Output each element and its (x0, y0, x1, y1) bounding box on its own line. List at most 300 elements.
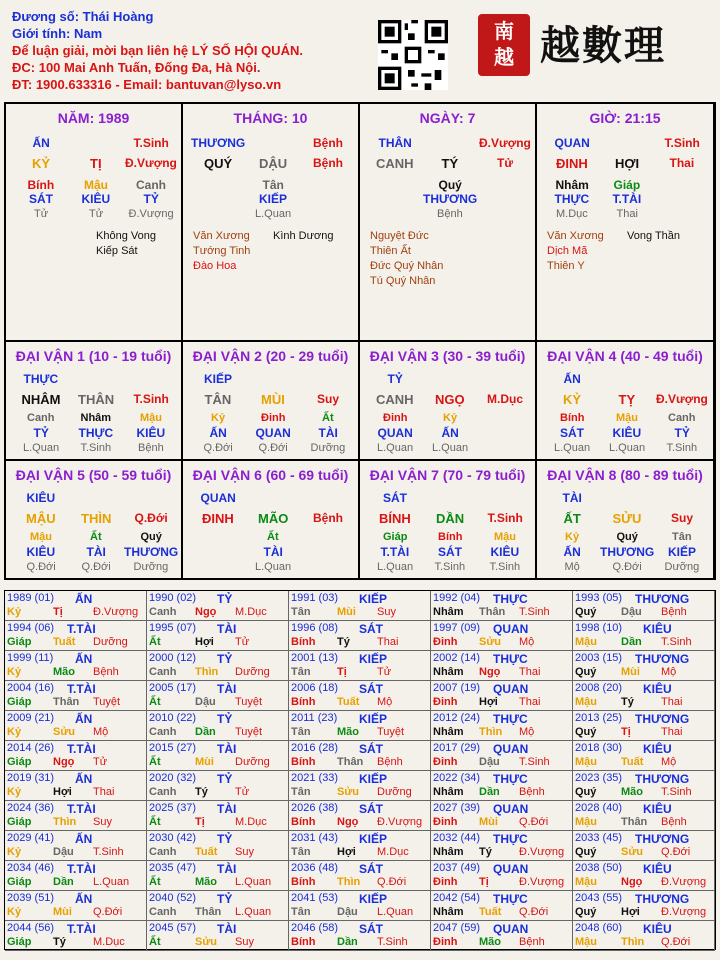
year-label: 1993 (05) (575, 592, 623, 604)
year-cell (147, 861, 289, 891)
year-stem: Canh (149, 606, 177, 618)
dai-van-phase: M.Dục (487, 392, 523, 406)
year-label: 2000 (12) (149, 652, 197, 664)
star-name: Kiếp Sát (96, 245, 138, 257)
year-cell (147, 591, 289, 621)
year-ten-god: TÀI (217, 922, 237, 936)
year-stem: Kỷ (7, 666, 22, 678)
year-branch: Ngọ (479, 666, 501, 678)
pillar-cell (183, 104, 360, 342)
year-cell (431, 621, 573, 651)
hidden-phase: L.Quan (554, 442, 591, 454)
year-stem: Bính (291, 936, 316, 948)
pillar-cell (6, 104, 183, 342)
hidden-stem: Bính (560, 412, 585, 424)
year-ten-god: THƯƠNG (635, 592, 690, 606)
year-label: 2040 (52) (149, 892, 197, 904)
year-label: 2037 (49) (433, 862, 481, 874)
year-phase: T.Sinh (93, 846, 124, 858)
dai-van-phase: T.Sinh (133, 392, 169, 406)
year-branch: Mão (479, 936, 501, 948)
year-ten-god: TỶ (217, 592, 233, 606)
star-name: Vong Thần (627, 230, 681, 242)
year-phase: M.Dục (235, 606, 267, 618)
year-stem: Bính (291, 756, 316, 768)
year-branch: Tị (53, 606, 63, 618)
year-phase: L.Quan (377, 906, 414, 918)
hidden-stem: Ất (267, 531, 279, 543)
year-cell (289, 801, 431, 831)
year-cell (147, 681, 289, 711)
year-label: 2038 (50) (575, 862, 623, 874)
year-cell (147, 891, 289, 921)
year-stem: Nhâm (433, 786, 464, 798)
hidden-phase: Bệnh (437, 208, 463, 220)
year-ten-god: QUAN (493, 622, 529, 636)
year-phase: Dưỡng (235, 756, 270, 768)
year-ten-god: KIẾP (359, 652, 388, 666)
hidden-phase: Đ.Vượng (128, 208, 174, 220)
year-ten-god: T.TÀI (67, 922, 96, 936)
hidden-phase: Q.Đới (612, 561, 642, 573)
year-label: 2028 (40) (575, 802, 623, 814)
year-phase: Thai (519, 666, 541, 678)
year-cell (5, 891, 147, 921)
dai-van-cell (6, 461, 183, 580)
year-cell (431, 891, 573, 921)
hidden-phase: M.Dục (556, 208, 588, 220)
year-phase: Tử (235, 786, 250, 798)
year-ten-god: T.TÀI (67, 742, 96, 756)
year-label: 2001 (13) (291, 652, 339, 664)
dai-van-ten-god: QUAN (200, 491, 236, 505)
year-label: 2017 (29) (433, 742, 481, 754)
year-phase: M.Dục (93, 936, 125, 948)
year-branch: Thìn (479, 726, 503, 738)
year-ten-god: THỰC (493, 652, 528, 666)
year-phase: Tử (93, 756, 108, 768)
year-branch: Thân (337, 756, 364, 768)
branch-phase: Tử (497, 156, 514, 170)
year-label: 2010 (22) (149, 712, 197, 724)
year-branch: Thìn (53, 816, 77, 828)
year-ten-god: KIẾP (359, 832, 388, 846)
year-cell (5, 591, 147, 621)
star-name: Thiên Y (547, 260, 585, 272)
year-stem: Kỷ (7, 606, 22, 618)
year-label: 2027 (39) (433, 802, 481, 814)
year-phase: Suy (235, 846, 254, 858)
hidden-stem: Ất (322, 412, 334, 424)
year-cell (431, 861, 573, 891)
year-phase: Mộ (519, 726, 535, 738)
hidden-phase: L.Quan (432, 442, 469, 454)
year-phase: Thai (661, 696, 683, 708)
year-stem: Quý (575, 606, 597, 618)
year-ten-god: ẤN (75, 592, 93, 606)
dai-van-cell (537, 342, 715, 461)
hidden-phase: L.Quan (255, 561, 292, 573)
phone-email[interactable]: ĐT: 1900.633316 - Email: bantuvan@lyso.vn (12, 77, 282, 92)
year-phase: Thai (661, 726, 683, 738)
hidden-ten-god: ẤN (441, 426, 459, 440)
year-label: 2044 (56) (7, 922, 55, 934)
year-branch: Sửu (195, 936, 218, 948)
year-cell (573, 771, 715, 801)
year-branch: Mão (621, 786, 643, 798)
year-branch: Ngọ (621, 876, 643, 888)
hidden-stem: Giáp (383, 531, 408, 543)
dai-van-title: ĐẠI VẬN 8 (80 - 89 tuổi) (547, 467, 703, 483)
year-ten-god: QUAN (493, 742, 529, 756)
earthly-branch: HỢI (615, 156, 640, 171)
year-ten-god: SÁT (359, 802, 383, 816)
year-branch: Hợi (53, 786, 72, 798)
dai-van-ten-god: THỰC (23, 372, 59, 386)
year-branch: Tuất (337, 696, 360, 708)
year-stem: Kỷ (7, 726, 22, 738)
year-phase: Bệnh (93, 666, 119, 678)
hidden-ten-god: THỰC (78, 426, 114, 440)
year-label: 2014 (26) (7, 742, 55, 754)
year-ten-god: ẤN (75, 892, 93, 906)
year-stem: Canh (149, 786, 177, 798)
chart-grid (4, 102, 716, 580)
hidden-ten-god: KIÊU (490, 545, 520, 559)
star-name: Văn Xương (193, 230, 250, 242)
year-label: 2026 (38) (291, 802, 339, 814)
hidden-phase: Q.Đới (81, 561, 111, 573)
year-branch: Mão (195, 876, 217, 888)
heavenly-stem: QUÝ (204, 156, 233, 171)
year-ten-god: THỰC (493, 892, 528, 906)
year-phase: Thai (519, 696, 541, 708)
year-stem: Mậu (575, 876, 597, 888)
year-cell (5, 621, 147, 651)
hidden-stem: Đinh (383, 412, 408, 424)
hidden-phase: Dưỡng (133, 561, 169, 573)
year-branch: Sửu (337, 786, 360, 798)
year-stem: Nhâm (433, 906, 464, 918)
year-phase: Mộ (519, 636, 535, 648)
year-label: 2041 (53) (291, 892, 339, 904)
year-ten-god: THƯƠNG (635, 652, 690, 666)
year-branch: Tý (479, 846, 492, 858)
hidden-stem: Giáp (613, 178, 641, 192)
year-branch: Dần (53, 876, 74, 888)
year-label: 2007 (19) (433, 682, 481, 694)
year-branch: Tuất (479, 906, 502, 918)
year-branch: Tý (195, 786, 208, 798)
year-cell (289, 741, 431, 771)
year-label: 1992 (04) (433, 592, 481, 604)
dai-van-title: ĐẠI VẬN 1 (10 - 19 tuổi) (15, 348, 172, 364)
year-cell (573, 651, 715, 681)
year-ten-god: THỰC (493, 832, 528, 846)
year-branch: Thìn (337, 876, 361, 888)
heavenly-stem: KỶ (32, 156, 51, 171)
year-label: 2020 (32) (149, 772, 197, 784)
year-cell (5, 711, 147, 741)
year-label: 1994 (06) (7, 622, 55, 634)
year-label: 2031 (43) (291, 832, 339, 844)
year-cell (573, 861, 715, 891)
dai-van-stem: MẬU (26, 511, 56, 526)
year-branch: Dần (337, 936, 358, 948)
year-stem: Giáp (7, 636, 32, 648)
dai-van-title: ĐẠI VẬN 4 (40 - 49 tuổi) (547, 348, 703, 364)
year-stem: Tân (291, 606, 311, 618)
year-label: 2047 (59) (433, 922, 481, 934)
dai-van-branch: MÙI (261, 392, 285, 407)
hidden-ten-god: KIẾP (668, 545, 697, 559)
year-branch: Mùi (479, 816, 498, 828)
year-cell (431, 831, 573, 861)
hidden-ten-god: SÁT (560, 426, 584, 440)
year-phase: L.Quan (93, 876, 130, 888)
year-ten-god: ẤN (75, 772, 93, 786)
year-stem: Quý (575, 846, 597, 858)
year-ten-god: QUAN (493, 862, 529, 876)
year-phase: Bệnh (377, 756, 403, 768)
hidden-stem: Mậu (140, 412, 162, 424)
dai-van-stem: KỶ (563, 392, 582, 407)
star-name: Đức Quý Nhân (370, 260, 444, 272)
year-label: 2030 (42) (149, 832, 197, 844)
year-phase: Q.Đới (661, 936, 691, 948)
hidden-stem: Kỷ (443, 412, 458, 424)
qr-code-icon[interactable] (378, 20, 448, 90)
year-stem: Quý (575, 786, 597, 798)
year-ten-god: KIẾP (359, 772, 388, 786)
year-phase: Mộ (661, 756, 677, 768)
year-ten-god: SÁT (359, 682, 383, 696)
year-label: 1998 (10) (575, 622, 623, 634)
hidden-stem: Tân (262, 178, 284, 192)
year-phase: Đ.Vượng (661, 906, 707, 918)
star-name: Dịch Mã (547, 245, 588, 257)
hidden-phase: L.Quan (23, 442, 60, 454)
year-phase: Đ.Vượng (377, 816, 423, 828)
hidden-ten-god: KIẾP (259, 192, 288, 206)
year-phase: Mộ (377, 696, 393, 708)
dai-van-phase: Đ.Vượng (656, 392, 708, 406)
heavenly-stem: ĐINH (556, 156, 588, 171)
year-ten-god: TỶ (217, 772, 233, 786)
year-cell (5, 921, 147, 951)
year-label: 2002 (14) (433, 652, 481, 664)
year-branch: Sửu (621, 846, 644, 858)
pillar-cell (360, 104, 537, 342)
dai-van-cell (183, 461, 360, 580)
year-ten-god: TỶ (217, 832, 233, 846)
hidden-ten-god: KIÊU (81, 192, 111, 206)
year-label: 2029 (41) (7, 832, 55, 844)
hidden-phase: Tử (89, 208, 104, 220)
star-name: Thiên Ất (370, 245, 411, 257)
year-branch: Dậu (479, 756, 500, 768)
year-branch: Tý (621, 696, 634, 708)
year-ten-god: SÁT (359, 742, 383, 756)
year-ten-god: KIẾP (359, 892, 388, 906)
dai-van-cell (360, 461, 537, 580)
dai-van-ten-god: SÁT (383, 491, 407, 505)
year-label: 1999 (11) (7, 652, 54, 664)
year-cell (289, 681, 431, 711)
year-branch: Dậu (195, 696, 216, 708)
year-phase: Dưỡng (93, 636, 128, 648)
seal-logo: 南 越 (478, 14, 530, 76)
hidden-phase: Thai (616, 208, 638, 220)
pillar-cell (537, 104, 715, 342)
hidden-stem: Bính (438, 531, 463, 543)
hidden-ten-god: KIÊU (26, 545, 56, 559)
hidden-stem: Nhâm (80, 412, 112, 424)
year-ten-god: SÁT (359, 622, 383, 636)
year-stem: Quý (575, 726, 597, 738)
year-ten-god: TÀI (217, 682, 237, 696)
dai-van-branch: THÌN (81, 511, 112, 526)
year-stem: Kỷ (7, 906, 22, 918)
dai-van-ten-god: KIẾP (204, 372, 233, 386)
header-info (12, 8, 303, 93)
year-cell (289, 591, 431, 621)
year-label: 2046 (58) (291, 922, 339, 934)
dai-van-branch: SỬU (612, 511, 642, 526)
hidden-phase: Dưỡng (664, 561, 700, 573)
year-stem: Đinh (433, 756, 458, 768)
year-cell (289, 651, 431, 681)
year-phase: L.Quan (235, 906, 272, 918)
year-stem: Giáp (7, 696, 32, 708)
year-label: 2022 (34) (433, 772, 481, 784)
year-stem: Canh (149, 906, 177, 918)
year-branch: Tý (53, 936, 66, 948)
hidden-ten-god: KIÊU (136, 426, 166, 440)
year-ten-god: T.TÀI (67, 802, 96, 816)
ten-god-stem: THƯƠNG (191, 136, 246, 150)
year-stem: Tân (291, 906, 311, 918)
year-ten-god: QUAN (493, 922, 529, 936)
hidden-ten-god: TÀI (86, 545, 106, 559)
stem-phase: T.Sinh (133, 136, 169, 150)
year-ten-god: ẤN (75, 652, 93, 666)
year-phase: Thai (93, 786, 115, 798)
year-label: 2025 (37) (149, 802, 197, 814)
hidden-ten-god: TỶ (674, 426, 690, 440)
earthly-branch: DẬU (259, 156, 288, 171)
year-cell (431, 591, 573, 621)
hidden-ten-god: T.TÀI (380, 545, 410, 559)
year-cell (289, 891, 431, 921)
year-label: 2011 (23) (291, 712, 338, 724)
year-ten-god: ẤN (75, 712, 93, 726)
year-cell (431, 921, 573, 951)
heavenly-stem: CANH (376, 156, 414, 171)
year-cell (289, 921, 431, 951)
year-stem: Giáp (7, 936, 32, 948)
hidden-phase: Q.Đới (258, 442, 288, 454)
year-phase: Bệnh (661, 816, 687, 828)
hidden-phase: Bệnh (138, 442, 164, 454)
year-label: 2003 (15) (575, 652, 623, 664)
year-label: 2006 (18) (291, 682, 339, 694)
star-name: Đào Hoa (193, 260, 237, 272)
dai-van-stem: CANH (376, 392, 414, 407)
year-stem: Ất (149, 756, 161, 768)
year-ten-god: THƯƠNG (635, 832, 690, 846)
year-branch: Mùi (195, 756, 214, 768)
year-branch: Hợi (479, 696, 498, 708)
hidden-ten-god: TÀI (263, 545, 283, 559)
hidden-phase: T.Sinh (489, 561, 521, 573)
year-cell (5, 801, 147, 831)
year-label: 2042 (54) (433, 892, 481, 904)
year-label: 2021 (33) (291, 772, 339, 784)
hidden-stem: Bính (27, 178, 55, 192)
year-label: 2015 (27) (149, 742, 197, 754)
year-phase: Q.Đới (519, 906, 549, 918)
year-cell (5, 861, 147, 891)
year-phase: Q.Đới (519, 816, 549, 828)
year-ten-god: KIẾP (359, 592, 388, 606)
stem-phase: Bệnh (313, 136, 343, 150)
hidden-stem: Đinh (261, 412, 286, 424)
branch-phase: Thai (669, 156, 695, 170)
hidden-phase: Mộ (564, 561, 580, 573)
ten-god-stem: ẤN (32, 136, 50, 150)
year-stem: Giáp (7, 756, 32, 768)
year-branch: Hợi (195, 636, 214, 648)
hidden-ten-god: KIÊU (612, 426, 642, 440)
hidden-phase: Dưỡng (310, 442, 346, 454)
dai-van-branch: MÃO (258, 511, 289, 526)
year-phase: Đ.Vượng (519, 846, 565, 858)
dai-van-stem: ẤT (563, 511, 581, 526)
star-name: Không Vong (96, 230, 156, 242)
address: ĐC: 100 Mai Anh Tuấn, Đống Đa, Hà Nội. (12, 60, 261, 75)
year-label: 2033 (45) (575, 832, 623, 844)
year-stem: Ất (149, 696, 161, 708)
year-cell (573, 621, 715, 651)
year-ten-god: KIÊU (643, 862, 672, 876)
year-phase: L.Quan (235, 876, 272, 888)
hidden-ten-god: SÁT (438, 545, 462, 559)
year-ten-god: QUAN (493, 802, 529, 816)
dai-van-title: ĐẠI VẬN 7 (70 - 79 tuổi) (369, 467, 526, 483)
dai-van-phase: T.Sinh (487, 511, 523, 525)
hidden-stem: Kỷ (565, 531, 580, 543)
year-stem: Ất (149, 876, 161, 888)
year-stem: Ất (149, 636, 161, 648)
year-phase: Mộ (661, 666, 677, 678)
year-branch: Tuất (53, 636, 76, 648)
year-ten-god: TÀI (217, 742, 237, 756)
year-label: 2012 (24) (433, 712, 481, 724)
year-cell (573, 831, 715, 861)
year-branch: Ngọ (195, 606, 217, 618)
year-ten-god: KIÊU (643, 922, 672, 936)
star-name: Tú Quý Nhân (370, 275, 436, 287)
hidden-ten-god: T.TÀI (612, 192, 642, 206)
branch-phase: Đ.Vượng (125, 156, 177, 170)
year-ten-god: THƯƠNG (635, 892, 690, 906)
year-phase: Đ.Vượng (519, 876, 565, 888)
year-label: 2005 (17) (149, 682, 197, 694)
year-stem: Đinh (433, 816, 458, 828)
year-cell (289, 861, 431, 891)
year-label: 2034 (46) (7, 862, 55, 874)
